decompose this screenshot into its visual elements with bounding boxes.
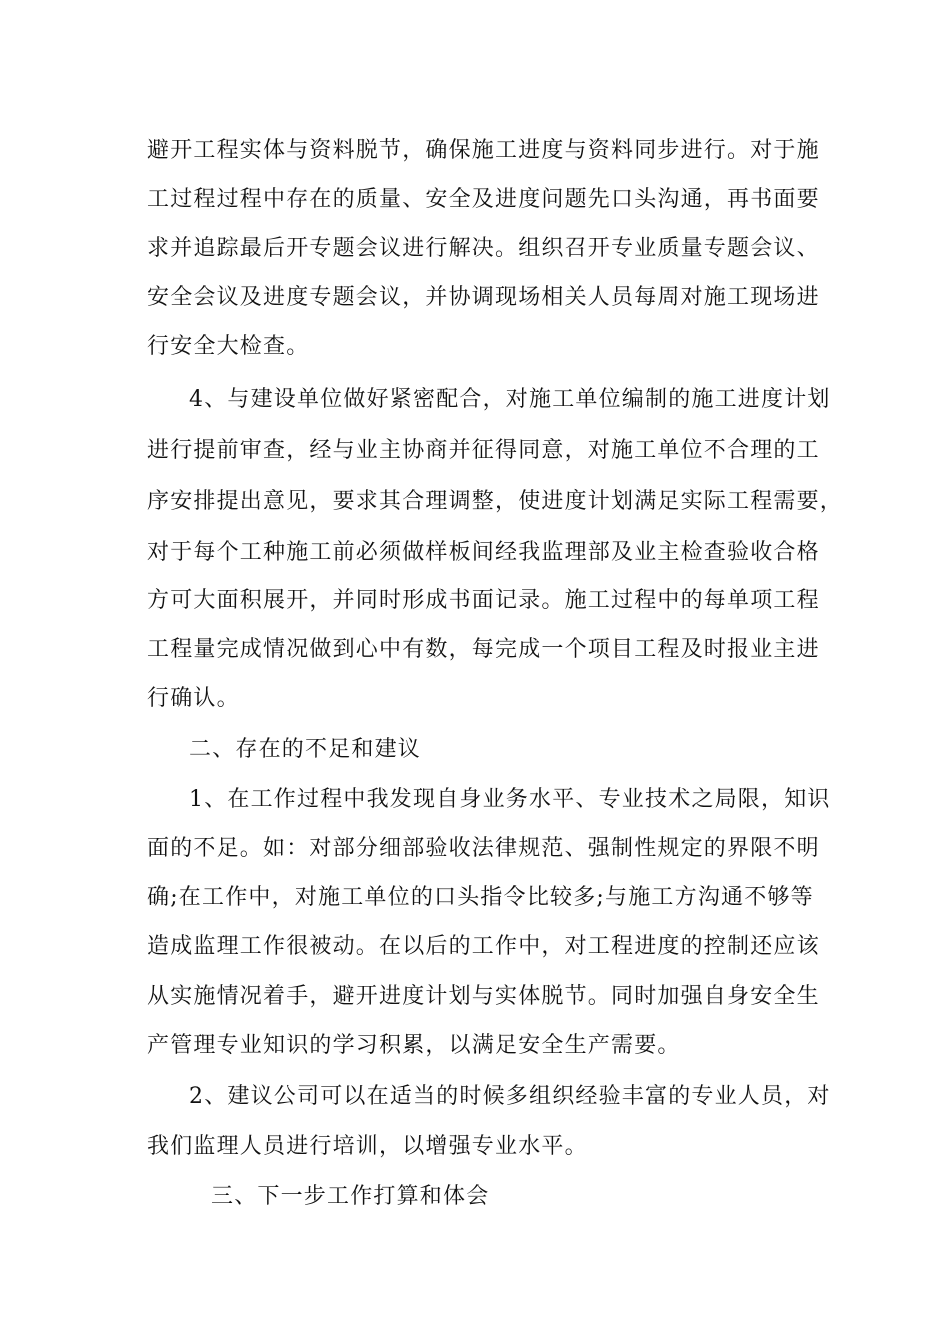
text-line: 进行提前审查，经与业主协商并征得同意，对施工单位不合理的工 xyxy=(147,438,820,463)
paragraph-start-line: 2、建议公司可以在适当的时候多组织经验丰富的专业人员，对 xyxy=(189,1084,831,1109)
section-heading: 三、下一步工作打算和体会 xyxy=(211,1184,490,1209)
text-line: 我们监理人员进行培训，以增强专业水平。 xyxy=(147,1134,588,1159)
text-line: 工过程过程中存在的质量、安全及进度问题先口头沟通，再书面要 xyxy=(147,187,820,212)
text-line: 序安排提出意见，要求其合理调整，使进度计划满足实际工程需要， xyxy=(147,489,844,514)
text-line: 求并追踪最后开专题会议进行解决。组织召开专业质量专题会议、 xyxy=(147,236,820,261)
text-line: 产管理专业知识的学习积累，以满足安全生产需要。 xyxy=(147,1033,681,1058)
text-line: 造成监理工作很被动。在以后的工作中，对工程进度的控制还应该 xyxy=(147,934,820,959)
section-heading: 二、存在的不足和建议 xyxy=(189,737,422,762)
text-line: 方可大面积展开，并同时形成书面记录。施工过程中的每单项工程 xyxy=(147,588,820,613)
paragraph-start-line: 1、在工作过程中我发现自身业务水平、专业技术之局限，知识 xyxy=(189,787,831,812)
paragraph-start-line: 4、与建设单位做好紧密配合，对施工单位编制的施工进度计划 xyxy=(189,387,831,412)
text-line: 面的不足。如：对部分细部验收法律规范、强制性规定的界限不明 xyxy=(147,836,820,861)
text-line: 安全会议及进度专题会议，并协调现场相关人员每周对施工现场进 xyxy=(147,285,820,310)
text-line: 确;在工作中，对施工单位的口头指令比较多;与施工方沟通不够等 xyxy=(147,885,814,910)
text-line: 工程量完成情况做到心中有数，每完成一个项目工程及时报业主进 xyxy=(147,637,820,662)
text-line: 避开工程实体与资料脱节，确保施工进度与资料同步进行。对于施 xyxy=(147,138,820,163)
text-line: 行安全大检查。 xyxy=(147,334,310,359)
text-line: 行确认。 xyxy=(147,686,240,711)
text-line: 对于每个工种施工前必须做样板间经我监理部及业主检查验收合格 xyxy=(147,540,820,565)
text-line: 从实施情况着手，避开进度计划与实体脱节。同时加强自身安全生 xyxy=(147,984,820,1009)
